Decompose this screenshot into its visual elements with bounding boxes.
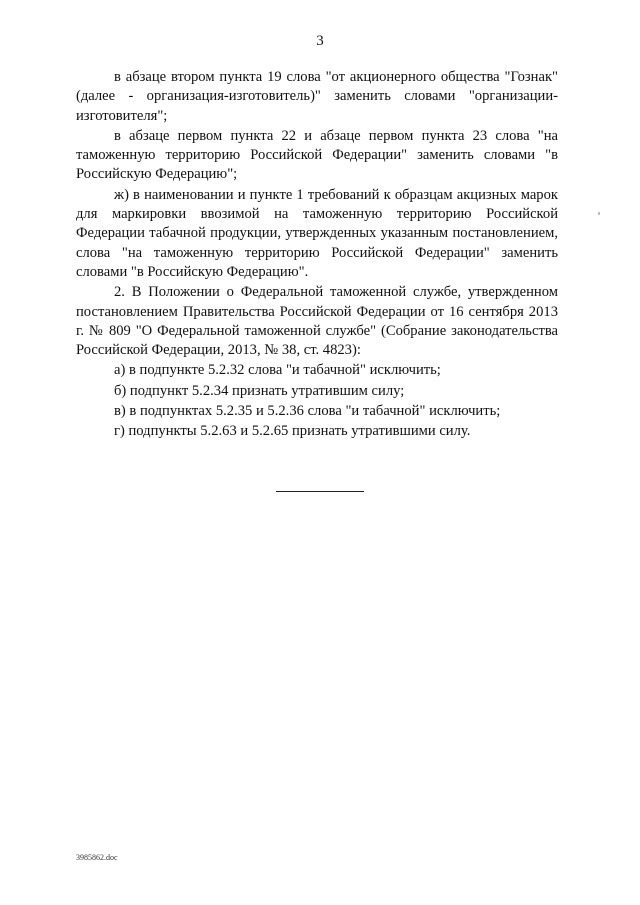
document-id: 3985862.doc [76,853,118,862]
paragraph-subitem-v: в) в подпунктах 5.2.35 и 5.2.36 слова "и табачной" исключить; [114,403,501,420]
scan-artifact [598,212,600,215]
paragraph-gosznak: в абзаце втором пункта 19 слова "от акционерного общества "Гознак" (далее - организация-изготовитель)" заменить словами "организации-изготовителя"; [76,69,558,124]
end-divider [276,491,364,492]
paragraph-subitem-zh: ж) в наименовании и пункте 1 требований к образцам акцизных марок для маркировки ввозимой на таможенную территорию Российской Федерации табачной продукции, утвержденных указанным постановлением, слова "на таможенную территорию Российской Федерации" заменить словами "в Российскую Федерацию". [76,186,558,280]
page-number: 3 [316,33,324,49]
paragraph-subitem-b: б) подпункт 5.2.34 признать утратившим силу; [114,382,405,399]
paragraph-item-2: 2. В Положении о Федеральной таможенной службе, утвержденном постановлением Правительства Российской Федерации от 16 сентября 2013 г. № 809 "О Федеральной таможенной службе" (Собрание законодательства Российской Федерации, 2013, № 38, ст. 4823): [76,284,558,359]
document-body [76,68,558,442]
paragraph-items-22-23: в абзаце первом пункта 22 и абзаце первом пункта 23 слова "на таможенную территорию Российской Федерации" заменить словами "в Российскую Федерацию"; [76,127,558,183]
paragraph-subitem-a: а) в подпункте 5.2.32 слова "и табачной" исключить; [114,362,441,379]
paragraph-subitem-g: г) подпункты 5.2.63 и 5.2.65 признать утратившими силу. [114,423,471,440]
